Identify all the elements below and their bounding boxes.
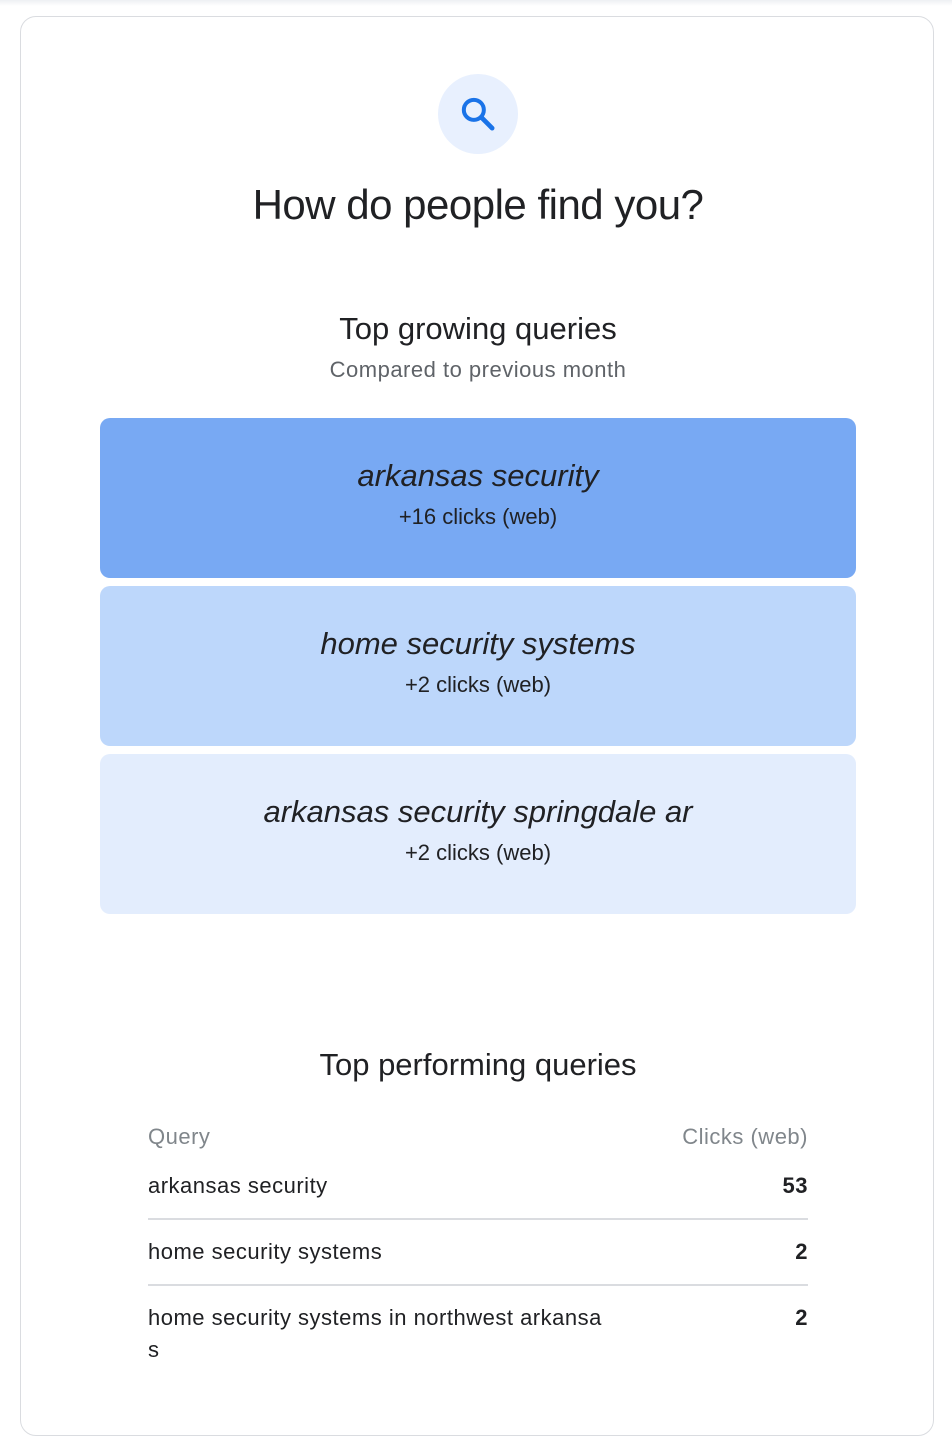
performing-queries-table [148,1120,808,1382]
growing-query-clicks: +16 clicks (web) [398,504,558,529]
table-row[interactable] [148,1286,808,1382]
growing-query-clicks: +2 clicks (web) [404,840,552,865]
growing-query-card-3[interactable] [100,754,856,914]
search-icon-badge [438,74,518,154]
row-clicks: 2 [795,1239,808,1264]
growing-query-name: arkansas security [357,458,599,493]
insights-card [20,16,934,1436]
growing-query-name: arkansas security springdale ar [263,794,693,829]
search-icon [458,94,498,134]
top-shade [0,0,952,6]
row-query: home security systems in northwest arkansas [148,1305,602,1362]
row-query: home security systems [148,1239,383,1264]
growing-query-card-2[interactable] [100,586,856,746]
row-query: arkansas security [148,1173,328,1198]
growing-queries-title: Top growing queries [339,311,617,346]
growing-query-name: home security systems [320,626,636,661]
performing-queries-title: Top performing queries [319,1047,637,1082]
table-row[interactable] [148,1154,808,1220]
growing-query-clicks: +2 clicks (web) [404,672,552,697]
column-header-query: Query [148,1124,211,1149]
column-header-clicks: Clicks (web) [682,1124,808,1149]
row-clicks: 53 [782,1173,808,1198]
growing-query-card-1[interactable] [100,418,856,578]
row-clicks: 2 [795,1305,808,1330]
table-row[interactable] [148,1220,808,1286]
growing-queries-subtitle: Compared to previous month [329,357,627,382]
table-header [148,1120,808,1154]
page-title: How do people find you? [252,181,704,228]
